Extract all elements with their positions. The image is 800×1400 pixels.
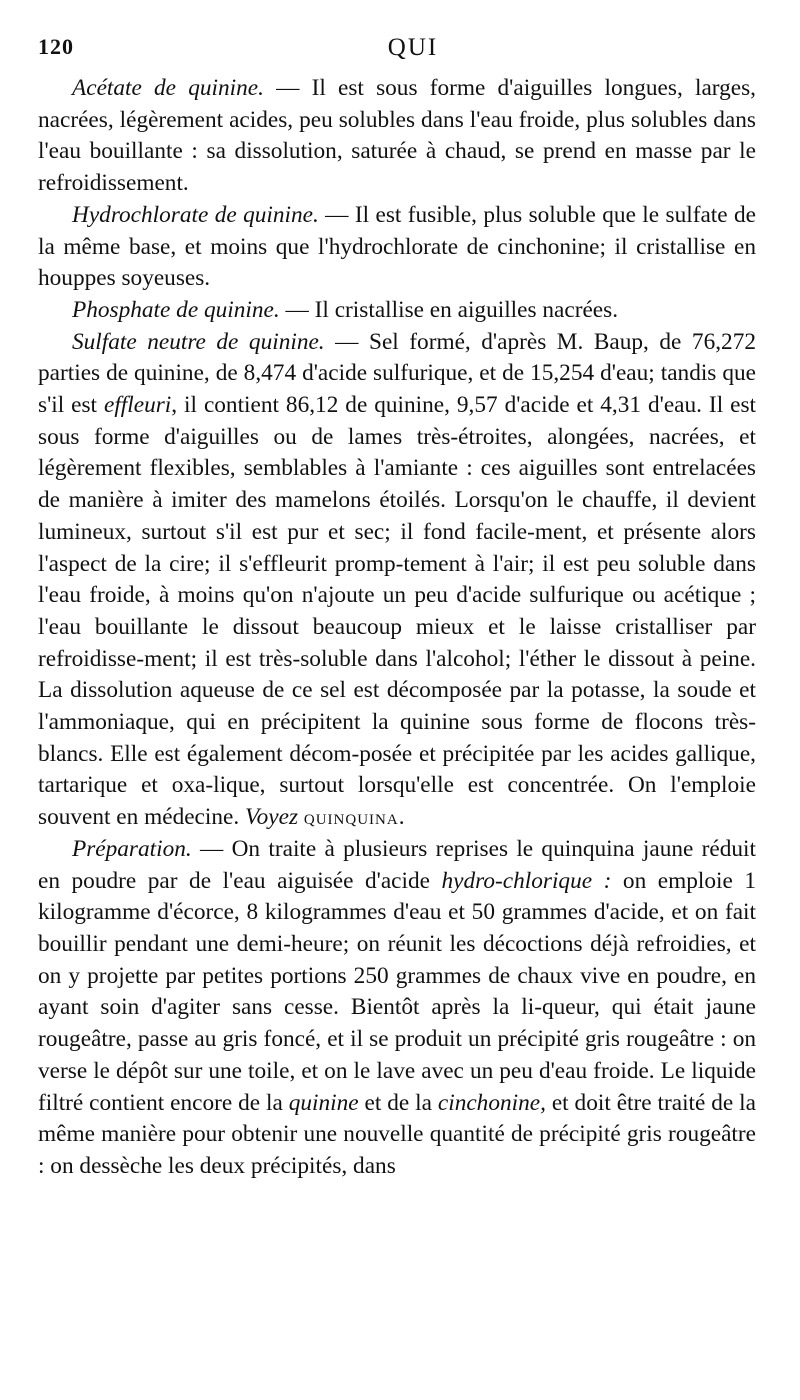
entry-title: Acétate de quinine.: [72, 75, 264, 101]
paragraph-sulfate: [38, 327, 756, 834]
paragraph-acetate: [38, 73, 756, 200]
entry-dash: —: [263, 75, 312, 101]
entry-text: Il est fusible, plus soluble que le sulfate de la même base, et moins que l'hydrochlorate de cinchonine; il cristallise en houppes soyeuses.: [38, 201, 756, 292]
emphasis-text: quinine: [288, 1089, 359, 1116]
paragraph-preparation: [38, 834, 756, 1183]
entry-text: on emploie 1 kilogramme d'écorce, 8 kilogrammes d'eau et 50 grammes d'acide, et on fait bouillir pendant une demi-heure; on réunit les décoctions déjà refroidies, et on y projette par petites portions 250 grammes de chaux vive en poudre, en ayant soin d'agiter sans cesse. Bientôt après la li-queur, qui était jaune rougeâtre, passe au gris foncé, et il se produit un précipité gris rougeâtre : on verse le dépôt sur une toile, et on le lave avec un peu d'eau froide. Le liquide filtré contient encore de la: [38, 867, 756, 1116]
entry-title: Préparation.: [72, 835, 192, 862]
entry-title: Hydrochlorate de quinine.: [72, 201, 319, 228]
emphasis-text: cinchonine,: [437, 1089, 546, 1116]
entry-dash: —: [324, 328, 369, 355]
cross-reference-target: quinquina: [303, 805, 399, 830]
entry-text: Sel formé, d'après M. Baup, de 76,272 parties de quinine, de 8,474 d'acide sulfurique, et de 15,254 d'eau; tandis que s'il est: [38, 328, 756, 419]
entry-text: , il contient 86,12 de quinine, 9,57 d'acide et 4,31 d'eau. Il est sous forme d'aiguilles ou de lames très-étroites, alongées, nacrées, et légèrement flexibles, semblables à l'amiante : ces aiguilles sont entrelacées de manière à imiter des mamelons étoilés. Lorsqu'on le chauffe, il devient lumineux, surtout s'il est pur et sec; il fond facile-ment, et présente alors l'aspect de la cire; il s'effleurit promp-tement à l'air; il est peu soluble dans l'eau froide, à moins qu'on n'ajoute un peu d'acide sulfurique ou acétique ; l'eau bouillante le dissout beaucoup mieux et le laisse cristalliser par refroidisse-ment; il est très-soluble dans l'alcohol; l'éther le dissout à peine. La dissolution aqueuse de ce sel est décomposée par la potasse, la soude et l'ammoniaque, qui en précipitent la quinine sous forme de flocons très-blancs. Elle est également décom-posée et précipitée par les acides gallique, tartarique et oxa-lique, surtout lorsqu'elle est concentrée. On l'emploie souvent en médecine.: [38, 392, 756, 831]
entry-dash: —: [191, 835, 232, 862]
entry-text: Il est sous forme d'aiguilles longues, larges, nacrées, légèrement acides, peu solubles dans l'eau froide, plus solubles dans l'eau bouillante : sa dissolution, saturée à chaud, se prend en masse par le refroidissement.: [38, 75, 757, 197]
paragraph-hydrochlorate: [38, 200, 756, 295]
paragraph-phosphate: [38, 295, 756, 327]
entry-text: On traite à plusieurs reprises le quinquina jaune réduit en poudre par de l'eau aiguisée d'acide: [38, 835, 756, 894]
entry-text: et doit être traité de la même manière pour obtenir une nouvelle quantité de précipité gris rougeâtre : on dessèche les deux précipités, dans: [38, 1089, 756, 1179]
page-number: 120: [38, 34, 74, 59]
entry-title: Phosphate de quinine.: [72, 296, 280, 323]
running-head: QUI: [387, 34, 439, 61]
entry-dash: —: [318, 201, 355, 228]
page-header: [38, 34, 758, 74]
page-body: [38, 73, 756, 1183]
entry-title: Sulfate neutre de quinine.: [72, 328, 325, 355]
entry-text: Il cristallise en aiguilles nacrées.: [314, 296, 619, 323]
entry-dash: —: [279, 296, 315, 323]
entry-text: et de la: [358, 1089, 438, 1116]
emphasis-text: effleuri: [103, 392, 172, 419]
cross-reference-voyez: Voyez: [245, 804, 299, 831]
entry-end: .: [398, 804, 405, 831]
emphasis-text: hydro-chlorique :: [441, 867, 612, 894]
